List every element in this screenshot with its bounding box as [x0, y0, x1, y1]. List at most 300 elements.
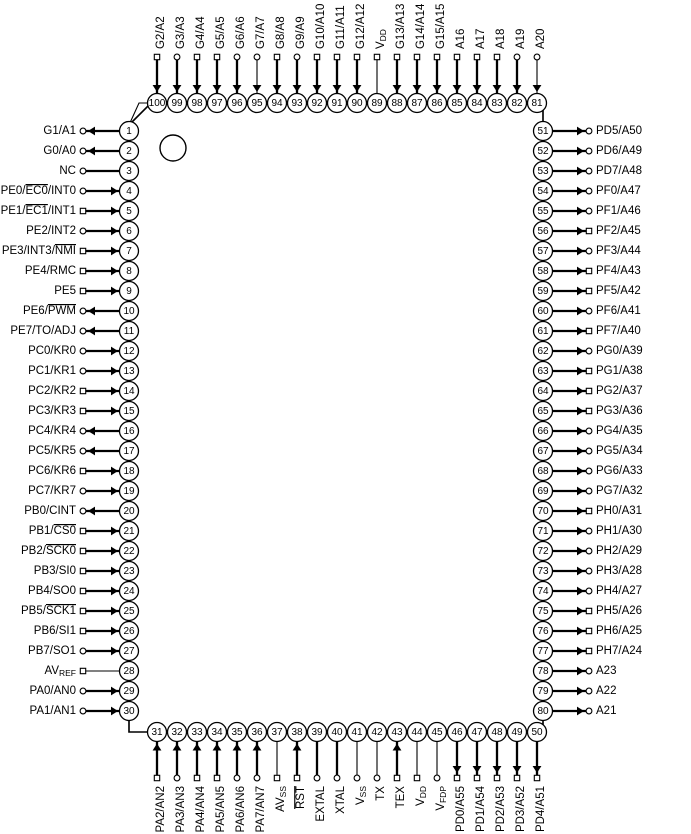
pin-number-72: 72 — [537, 546, 549, 557]
pin-pad-circle — [586, 708, 592, 714]
pin-number-15: 15 — [123, 406, 135, 417]
pin-pad-square — [274, 775, 279, 780]
pin-number-75: 75 — [537, 606, 549, 617]
pin-label-text: PB6/SI1 — [33, 625, 76, 637]
pin-pad-square — [80, 268, 85, 273]
pin-label-text: PH7/A24 — [596, 645, 643, 657]
pin-direction-arrow-icon — [473, 85, 482, 92]
pin-direction-arrow-icon — [111, 607, 118, 616]
pin-label-text: PF1/A46 — [596, 205, 641, 217]
pin-pad-circle — [80, 348, 86, 354]
pin-number-5: 5 — [126, 206, 132, 217]
pin-number-4: 4 — [126, 186, 132, 197]
pin-number-40: 40 — [331, 727, 343, 738]
pin-number-68: 68 — [537, 466, 549, 477]
pin-number-35: 35 — [231, 727, 243, 738]
pin-number-36: 36 — [251, 727, 263, 738]
pin-direction-arrow-icon — [577, 407, 584, 416]
pin-number-82: 82 — [511, 98, 523, 109]
pin-direction-arrow-icon — [577, 447, 584, 456]
pin-label-text: PB2/SCK0 — [21, 545, 76, 557]
pin-label-text: PD2/A53 — [495, 786, 508, 833]
pin-pad-square — [494, 775, 499, 780]
pin-pad-circle — [586, 548, 592, 554]
pin-label-text: PD7/A48 — [596, 165, 643, 177]
pin-number-59: 59 — [537, 286, 549, 297]
pin-pad-circle — [586, 528, 592, 534]
pin-direction-arrow-icon — [353, 85, 362, 92]
pin-number-19: 19 — [123, 486, 135, 497]
pin-number-52: 52 — [537, 146, 549, 157]
pin-pad-circle — [586, 568, 592, 574]
pin-number-14: 14 — [123, 386, 135, 397]
pin-number-30: 30 — [123, 706, 135, 717]
pin-label-text: A22 — [596, 685, 617, 697]
pin-label-text: G9/A9 — [295, 16, 308, 49]
pin-number-84: 84 — [471, 98, 483, 109]
pin-number-38: 38 — [291, 727, 303, 738]
pin-label-text: PH3/A28 — [596, 565, 643, 577]
pin-number-18: 18 — [123, 466, 135, 477]
pin-number-71: 71 — [537, 526, 549, 537]
pin-leads-group — [80, 54, 592, 781]
pin-label-text: RST — [295, 786, 308, 809]
pin-label-text: A23 — [596, 665, 617, 677]
pin-direction-arrow-icon — [577, 687, 584, 696]
pin-pad-square — [394, 775, 399, 780]
pin-label-text: PG2/A37 — [596, 385, 643, 397]
pin-label-text: PB7/SO1 — [28, 645, 76, 657]
pin-number-81: 81 — [531, 98, 543, 109]
pin-label-text: PH0/A31 — [596, 505, 643, 517]
pin-direction-arrow-icon — [577, 207, 584, 216]
pin-number-8: 8 — [126, 266, 132, 277]
pin-number-69: 69 — [537, 486, 549, 497]
pin-number-9: 9 — [126, 286, 132, 297]
pin-pad-square — [80, 388, 85, 393]
pin-pad-square — [80, 608, 85, 613]
corner-connector — [129, 721, 148, 733]
pin-label-text: PE7/TO/ADJ — [10, 325, 76, 337]
pin-direction-arrow-icon — [111, 527, 118, 536]
pin-number-64: 64 — [537, 386, 549, 397]
pin-pad-square — [474, 775, 479, 780]
pin-direction-arrow-icon — [433, 85, 442, 92]
pin-pad-square — [586, 228, 591, 233]
pin-pad-circle — [586, 488, 592, 494]
pin-pad-circle — [80, 648, 86, 654]
pin-direction-arrow-icon — [111, 387, 118, 396]
pin-pad-square — [294, 775, 299, 780]
pin-pad-square — [586, 628, 591, 633]
pin-pad-circle — [534, 54, 540, 60]
pin-number-74: 74 — [537, 586, 549, 597]
pin-pad-circle — [80, 508, 86, 514]
pin-direction-arrow-icon — [577, 507, 584, 516]
pin-number-99: 99 — [171, 98, 183, 109]
pin-pad-square — [214, 775, 219, 780]
pin-label-text: PE3/INT3/NMI — [1, 245, 76, 257]
pin-pad-circle — [374, 775, 380, 781]
pin-pad-circle — [586, 688, 592, 694]
pin-pad-circle — [586, 168, 592, 174]
pin-number-47: 47 — [471, 727, 483, 738]
pin-pad-square — [354, 54, 359, 59]
pin-direction-arrow-icon — [233, 85, 242, 92]
pin-label-text: TX — [375, 786, 388, 801]
pin-direction-arrow-icon — [313, 85, 322, 92]
pin-number-44: 44 — [411, 727, 423, 738]
pin-direction-arrow-icon — [111, 467, 118, 476]
pin-label-text: PC1/KR1 — [28, 365, 76, 377]
pin-label-text: PA2/AN2 — [155, 786, 168, 833]
pin-direction-arrow-icon — [577, 247, 584, 256]
pin-label-text: PH2/A29 — [596, 545, 643, 557]
pin-direction-arrow-icon — [577, 367, 584, 376]
pin-number-22: 22 — [123, 546, 135, 557]
pin-number-27: 27 — [123, 646, 135, 657]
pin-direction-arrow-icon — [111, 567, 118, 576]
pin-label-text: PC2/KR2 — [28, 385, 76, 397]
pin-direction-arrow-icon — [577, 347, 584, 356]
pin-label-text: PG7/A32 — [596, 485, 643, 497]
pin-pad-circle — [80, 688, 86, 694]
pin-number-94: 94 — [271, 98, 283, 109]
pin-pad-circle — [234, 775, 240, 781]
pin-pad-circle — [80, 128, 86, 134]
pin-pad-circle — [586, 468, 592, 474]
pin-label-text: G4/A4 — [195, 16, 208, 49]
pin-direction-arrow-icon — [577, 187, 584, 196]
pin-pad-circle — [586, 248, 592, 254]
pin-pad-circle — [174, 54, 180, 60]
pin-pad-square — [80, 628, 85, 633]
pin-number-21: 21 — [123, 526, 135, 537]
pin-label-text: G12/A12 — [355, 3, 368, 49]
pin-number-7: 7 — [126, 246, 132, 257]
pin-label-text: G6/A6 — [235, 16, 248, 49]
pin-direction-arrow-icon — [577, 227, 584, 236]
pin-label-text: A16 — [455, 28, 468, 49]
pin-number-86: 86 — [431, 98, 443, 109]
pin-direction-arrow-icon — [273, 85, 282, 92]
pin-number-77: 77 — [537, 646, 549, 657]
pin-label-text: PC5/KR5 — [28, 445, 76, 457]
pin-label-text: PE2/INT2 — [26, 225, 76, 237]
pin-label-text: PE5 — [54, 285, 76, 297]
pin-direction-arrow-icon — [88, 327, 95, 336]
pin-direction-arrow-icon — [293, 85, 302, 92]
pin-label-text: PF2/A45 — [596, 225, 641, 237]
pin-label-text: PA3/AN3 — [175, 786, 188, 833]
pin-label-text: PB3/SI0 — [33, 565, 76, 577]
pin-pad-square — [586, 648, 591, 653]
pin-label-text: PG1/A38 — [596, 365, 643, 377]
pin-number-49: 49 — [511, 727, 523, 738]
pin-label-text: PC0/KR0 — [28, 345, 76, 357]
pin-direction-arrow-icon — [88, 507, 95, 516]
pin-direction-arrow-icon — [577, 307, 584, 316]
pin-label-text: PD5/A50 — [596, 125, 643, 137]
pin-label-text: G2/A2 — [155, 16, 168, 49]
pin-label-text: PD3/A52 — [515, 786, 528, 833]
pin-label-text: PC4/KR4 — [28, 425, 76, 437]
pin-number-23: 23 — [123, 566, 135, 577]
pin-pad-square — [586, 268, 591, 273]
pin-pad-circle — [354, 775, 360, 781]
pin-label-text: PB5/SCK1 — [21, 605, 76, 617]
pin-direction-arrow-icon — [393, 744, 402, 751]
pin-direction-arrow-icon — [111, 547, 118, 556]
pin-direction-arrow-icon — [577, 167, 584, 176]
pin-pad-square — [454, 775, 459, 780]
pin-pad-circle — [586, 448, 592, 454]
pin-pad-square — [514, 775, 519, 780]
pin-direction-arrow-icon — [533, 766, 542, 773]
pin-number-76: 76 — [537, 626, 549, 637]
pin-direction-arrow-icon — [111, 287, 118, 296]
pin-number-65: 65 — [537, 406, 549, 417]
pin-pad-circle — [80, 188, 86, 194]
pin-label-text: A17 — [475, 28, 488, 49]
pin-direction-arrow-icon — [393, 85, 402, 92]
pin-pad-circle — [434, 775, 440, 781]
pin-number-98: 98 — [191, 98, 203, 109]
pin-pad-circle — [334, 775, 340, 781]
pin-label-text: PA0/AN0 — [29, 685, 76, 697]
pin-pad-square — [414, 775, 419, 780]
pin-label-text: PF5/A42 — [596, 285, 641, 297]
pin-pad-circle — [80, 368, 86, 374]
pin-pad-circle — [80, 328, 86, 334]
pin-direction-arrow-icon — [577, 467, 584, 476]
pin-direction-arrow-icon — [111, 187, 118, 196]
pin-pad-circle — [80, 308, 86, 314]
pin-pad-square — [80, 248, 85, 253]
pin-direction-arrow-icon — [577, 147, 584, 156]
pin-number-42: 42 — [371, 727, 383, 738]
pin-label-text: PG3/A36 — [596, 405, 643, 417]
pin-pad-square — [154, 54, 159, 59]
pin-pad-circle — [514, 54, 520, 60]
pin-number-70: 70 — [537, 506, 549, 517]
pin-label-text: G10/A10 — [315, 3, 328, 49]
pin-direction-arrow-icon — [577, 387, 584, 396]
pin-number-45: 45 — [431, 727, 443, 738]
pin-label-text: PA5/AN5 — [215, 786, 228, 833]
pin-number-31: 31 — [151, 727, 163, 738]
pin-pad-square — [374, 54, 379, 59]
pin-label-text: AVREF — [44, 665, 76, 678]
pin-pad-square — [434, 54, 439, 59]
pin-label-text: G13/A13 — [395, 3, 408, 49]
pin-label-text: PD4/A51 — [535, 786, 548, 833]
pin-number-16: 16 — [123, 426, 135, 437]
pin-label-text: AVSS — [275, 786, 289, 812]
pin-number-37: 37 — [271, 727, 283, 738]
pin-pad-circle — [586, 348, 592, 354]
pin-direction-arrow-icon — [111, 207, 118, 216]
pin-direction-arrow-icon — [253, 85, 262, 92]
pin-direction-arrow-icon — [111, 487, 118, 496]
pin-label-text: PE6/PWM — [22, 305, 76, 317]
pin-direction-arrow-icon — [413, 85, 422, 92]
pin-label-text: PG5/A34 — [596, 445, 643, 457]
pin-pad-square — [80, 468, 85, 473]
pin-pad-square — [80, 208, 85, 213]
pin-pad-square — [334, 54, 339, 59]
pin-label-text: G11/A11 — [335, 5, 348, 49]
pin-direction-arrow-icon — [173, 744, 182, 751]
pin-pad-square — [414, 54, 419, 59]
pin-pad-circle — [586, 148, 592, 154]
pin-pad-circle — [80, 428, 86, 434]
pin-number-43: 43 — [391, 727, 403, 738]
pin-label-text: PA1/AN1 — [29, 705, 76, 717]
pin-number-39: 39 — [311, 727, 323, 738]
chip-body-outline — [129, 103, 543, 732]
pin-number-96: 96 — [231, 98, 243, 109]
pin-pad-square — [314, 54, 319, 59]
pin-number-41: 41 — [351, 727, 363, 738]
pin-label-text: PH5/A26 — [596, 605, 643, 617]
pin-direction-arrow-icon — [293, 744, 302, 751]
pin-pad-square — [80, 288, 85, 293]
pin-label-text: VDD — [415, 786, 429, 806]
pin-pad-square — [214, 54, 219, 59]
pin-direction-arrow-icon — [193, 744, 202, 751]
pin-pad-square — [586, 508, 591, 513]
pin-number-10: 10 — [123, 306, 135, 317]
pin-direction-arrow-icon — [111, 627, 118, 636]
pin-direction-arrow-icon — [453, 766, 462, 773]
pin-label-text: PC6/KR6 — [28, 465, 76, 477]
pin-pad-circle — [254, 54, 260, 60]
pin-label-text: A19 — [515, 28, 528, 49]
pin-label-text: PG4/A35 — [596, 425, 643, 437]
pin-pad-circle — [174, 775, 180, 781]
pin-number-97: 97 — [211, 98, 223, 109]
pin-label-text: PF7/A40 — [596, 325, 641, 337]
pin-direction-arrow-icon — [111, 227, 118, 236]
pin-number-50: 50 — [531, 727, 543, 738]
pin-pad-square — [80, 588, 85, 593]
pin1-indicator-icon — [160, 135, 186, 161]
pin-number-88: 88 — [391, 98, 403, 109]
pin-number-32: 32 — [171, 727, 183, 738]
pin-direction-arrow-icon — [88, 427, 95, 436]
pin-label-text: PF3/A44 — [596, 245, 641, 257]
pin-number-93: 93 — [291, 98, 303, 109]
pin-pad-circle — [586, 128, 592, 134]
pin-label-text: PE4/RMC — [24, 265, 76, 277]
pin-number-48: 48 — [491, 727, 503, 738]
pin-pad-circle — [80, 168, 86, 174]
pin-pad-square — [454, 54, 459, 59]
pin-label-text: VDD — [375, 29, 389, 49]
pin-direction-arrow-icon — [473, 766, 482, 773]
pin-pad-square — [494, 54, 499, 59]
pin-number-57: 57 — [537, 246, 549, 257]
pin-pad-square — [586, 608, 591, 613]
pin-number-95: 95 — [251, 98, 263, 109]
pin-pad-circle — [80, 448, 86, 454]
pin-number-20: 20 — [123, 506, 135, 517]
pin-direction-arrow-icon — [111, 407, 118, 416]
pin-direction-arrow-icon — [533, 85, 542, 92]
pin-direction-arrow-icon — [577, 587, 584, 596]
pin-direction-arrow-icon — [577, 607, 584, 616]
pin-pad-square — [586, 388, 591, 393]
pin-label-text: PF0/A47 — [596, 185, 641, 197]
pin-direction-arrow-icon — [577, 327, 584, 336]
pin-number-62: 62 — [537, 346, 549, 357]
pin-number-78: 78 — [537, 666, 549, 677]
pin-direction-arrow-icon — [577, 287, 584, 296]
pin-number-3: 3 — [126, 166, 132, 177]
pin-number-60: 60 — [537, 306, 549, 317]
pin-direction-arrow-icon — [577, 707, 584, 716]
pin-label-text: VSS — [355, 786, 369, 806]
pin-label-text: XTAL — [335, 786, 348, 814]
pin-direction-arrow-icon — [577, 487, 584, 496]
pin-label-text: G0/A0 — [43, 145, 76, 157]
pin-direction-arrow-icon — [577, 627, 584, 636]
pin-direction-arrow-icon — [577, 667, 584, 676]
pin-pad-square — [474, 54, 479, 59]
pin-direction-arrow-icon — [577, 127, 584, 136]
pin-number-26: 26 — [123, 626, 135, 637]
pin-number-67: 67 — [537, 446, 549, 457]
pin-label-text: G3/A3 — [175, 16, 188, 49]
pin-number-11: 11 — [123, 326, 135, 337]
pin-number-29: 29 — [123, 686, 135, 697]
pin-pad-circle — [234, 54, 240, 60]
pin-number-13: 13 — [123, 366, 135, 377]
pin-pad-circle — [80, 488, 86, 494]
pin-pad-square — [80, 668, 85, 673]
pin-label-text: PE1/EC1/INT1 — [0, 205, 76, 217]
pin-direction-arrow-icon — [111, 367, 118, 376]
pin-pad-circle — [294, 54, 300, 60]
pin-number-25: 25 — [123, 606, 135, 617]
pin-direction-arrow-icon — [88, 307, 95, 316]
pin-number-17: 17 — [123, 446, 135, 457]
pin-label-text: EXTAL — [315, 786, 328, 822]
pin-pad-square — [80, 528, 85, 533]
pin-label-text: PD1/A54 — [475, 786, 488, 833]
pin-number-55: 55 — [537, 206, 549, 217]
pin-pad-square — [586, 408, 591, 413]
pin-number-61: 61 — [537, 326, 549, 337]
pin-label-text: PC7/KR7 — [28, 485, 76, 497]
pin-label-text: PF6/A41 — [596, 305, 641, 317]
pin-pad-square — [586, 368, 591, 373]
pin-pad-circle — [586, 308, 592, 314]
pin-number-90: 90 — [351, 98, 363, 109]
pin-pad-circle — [80, 708, 86, 714]
pin-direction-arrow-icon — [173, 85, 182, 92]
pin-direction-arrow-icon — [513, 85, 522, 92]
pin-direction-arrow-icon — [153, 85, 162, 92]
pin-pad-circle — [586, 428, 592, 434]
pin-pad-circle — [586, 188, 592, 194]
pin-pad-circle — [586, 668, 592, 674]
pin-label-text: PB0/CINT — [24, 505, 76, 517]
pin-label-text: PG0/A39 — [596, 345, 643, 357]
pin-direction-arrow-icon — [111, 267, 118, 276]
pin-pad-square — [194, 54, 199, 59]
